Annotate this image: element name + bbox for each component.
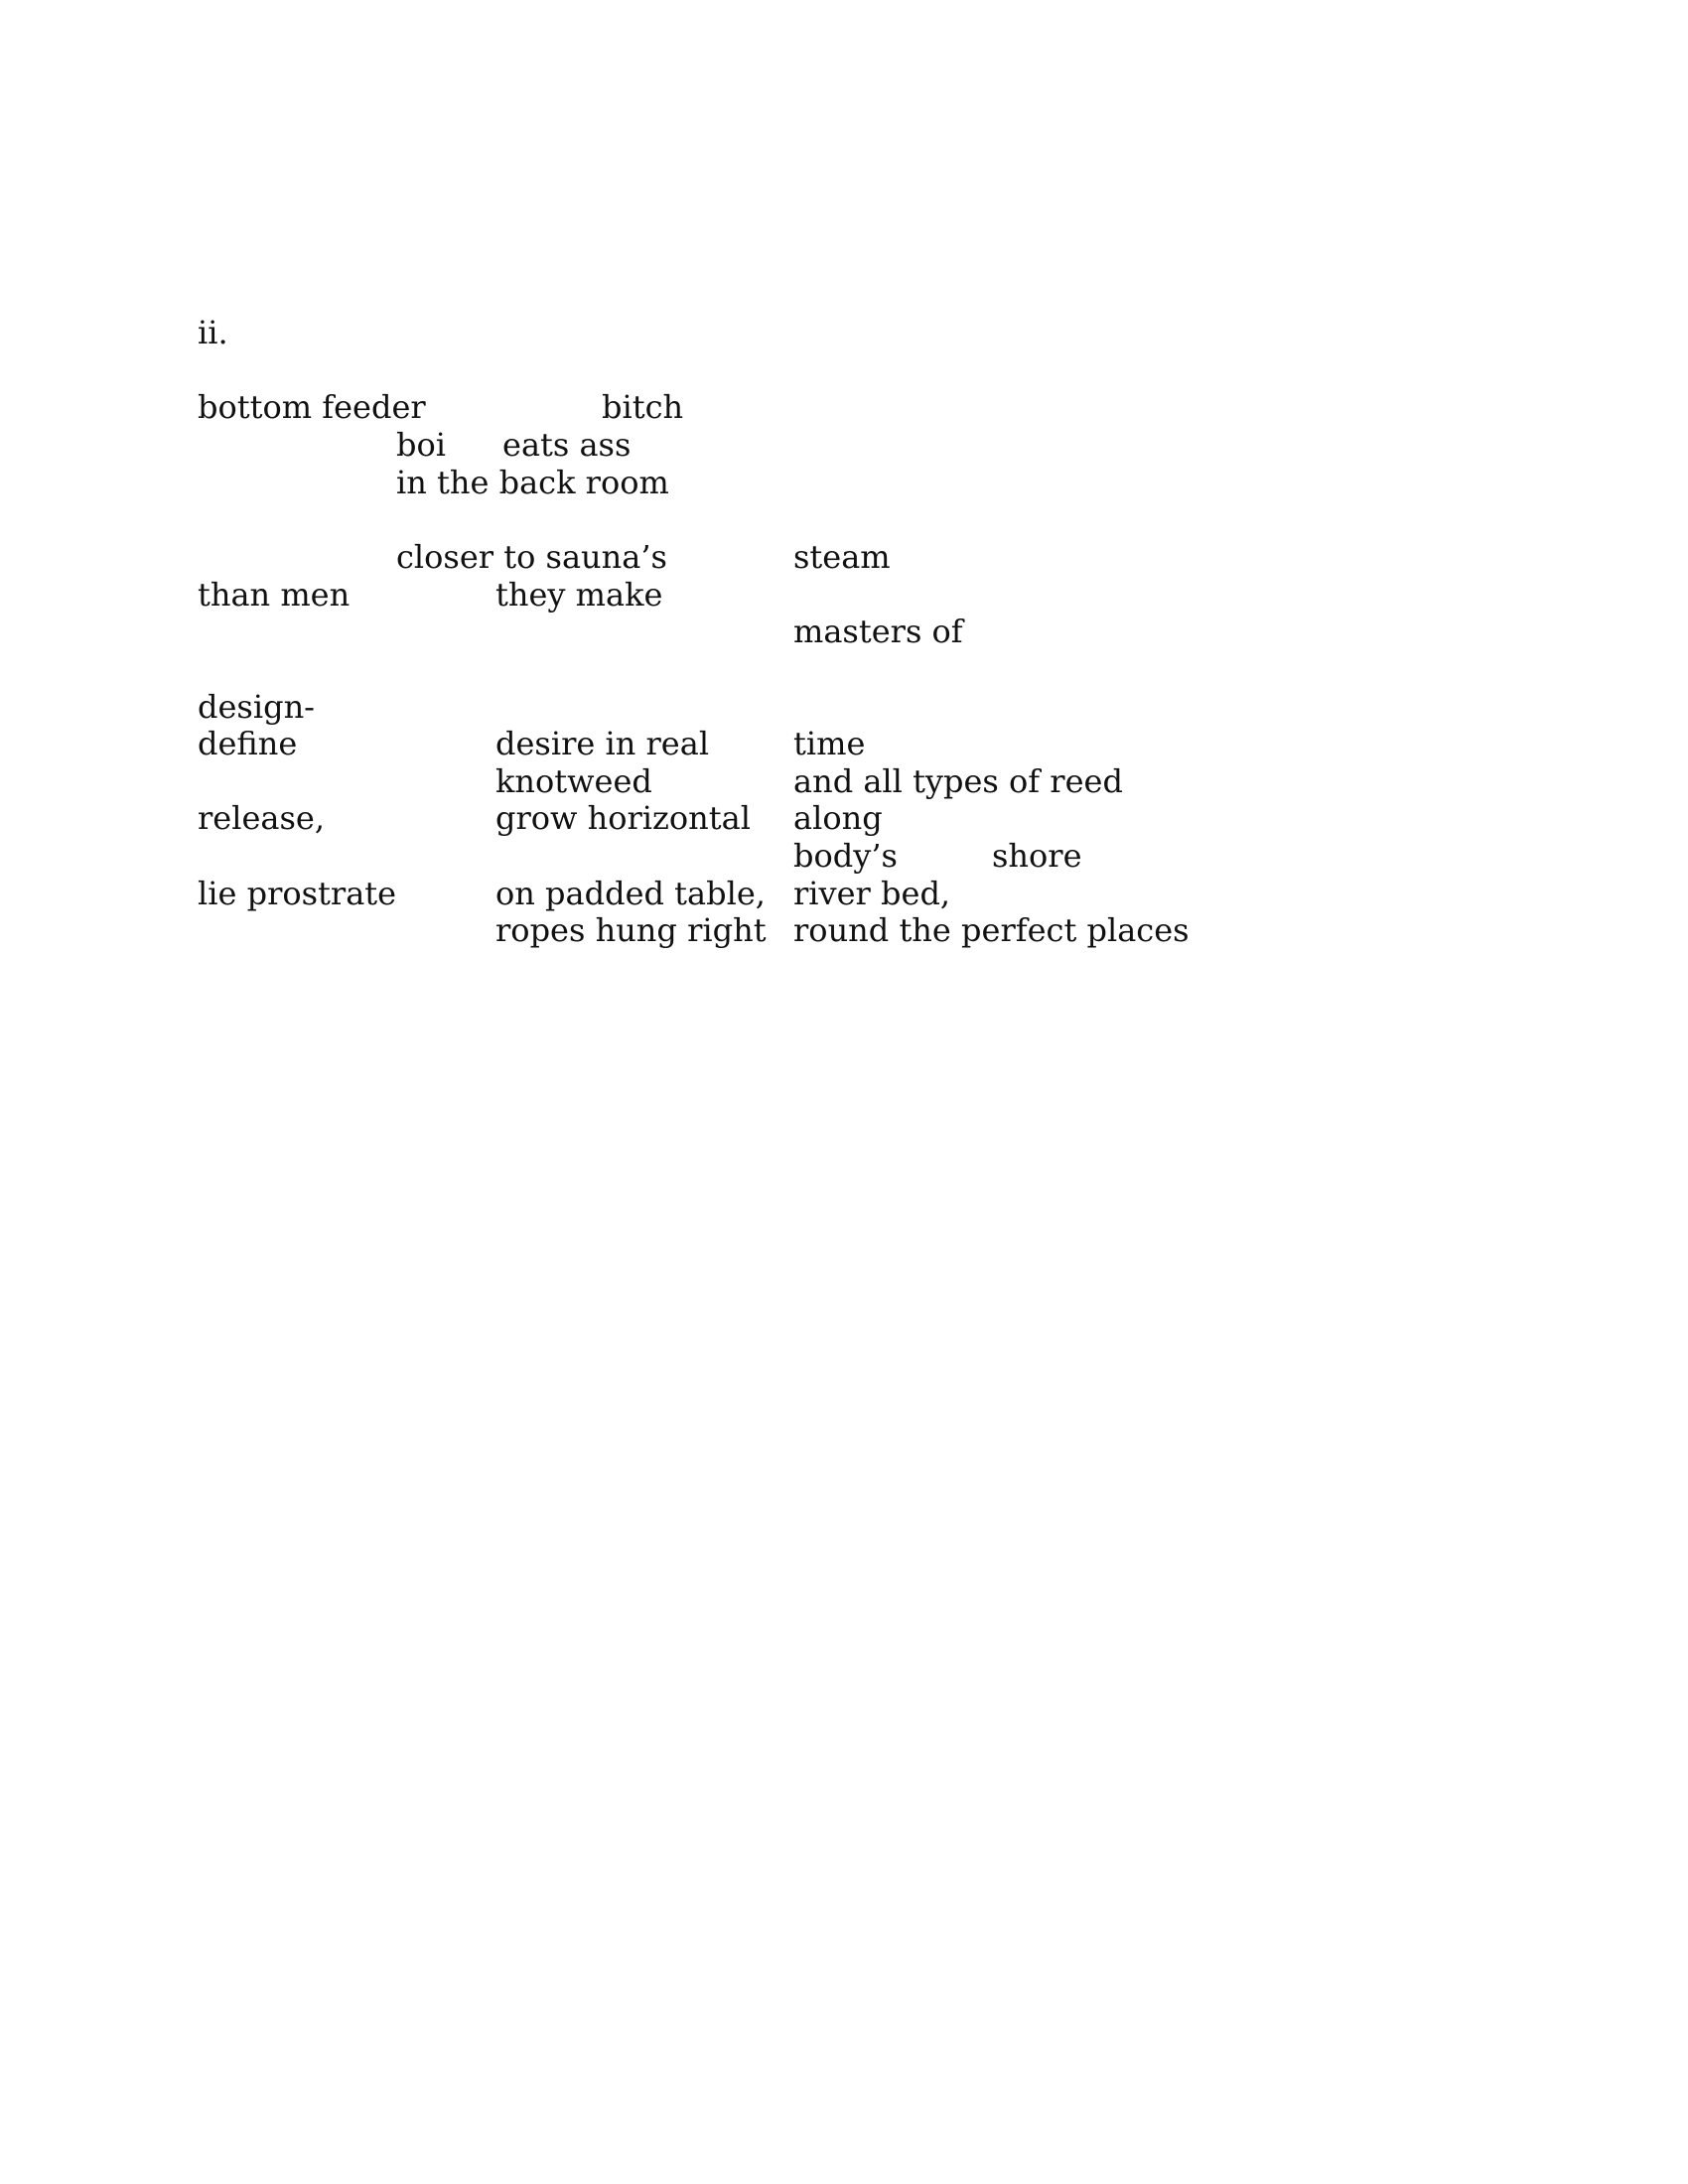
poem-fragment: closer to sauna’s xyxy=(396,538,667,576)
poem-fragment: design- xyxy=(198,688,315,726)
section-number: ii. xyxy=(198,314,228,351)
poem-fragment: round the perfect places xyxy=(793,911,1190,949)
poem-fragment: river bed, xyxy=(793,875,951,912)
poem-fragment: boi xyxy=(396,426,446,464)
poem-fragment: shore xyxy=(992,837,1082,875)
poem-fragment: they make xyxy=(495,576,663,614)
poem-fragment: on padded table, xyxy=(495,875,766,912)
poem-fragment: and all types of reed xyxy=(793,762,1123,800)
poem-fragment: bitch xyxy=(602,388,684,426)
poem-fragment: bottom feeder xyxy=(198,388,426,426)
poem-fragment: define xyxy=(198,725,298,762)
poem-fragment: lie prostrate xyxy=(198,875,397,912)
poem-fragment: ropes hung right xyxy=(495,911,767,949)
poem-fragment: in the back room xyxy=(396,464,669,501)
poem-fragment: along xyxy=(793,799,883,837)
poem-fragment: release, xyxy=(198,799,326,837)
poem-fragment: desire in real xyxy=(495,725,710,762)
poem-fragment: than men xyxy=(198,576,351,614)
poem-fragment: grow horizontal xyxy=(495,799,751,837)
poem-fragment: steam xyxy=(793,538,891,576)
poem-fragment: time xyxy=(793,725,866,762)
poem-fragment: masters of xyxy=(793,613,963,650)
poem-fragment: knotweed xyxy=(495,762,652,800)
poem-fragment: eats ass xyxy=(502,426,632,464)
poem-fragment: body’s xyxy=(793,837,898,875)
